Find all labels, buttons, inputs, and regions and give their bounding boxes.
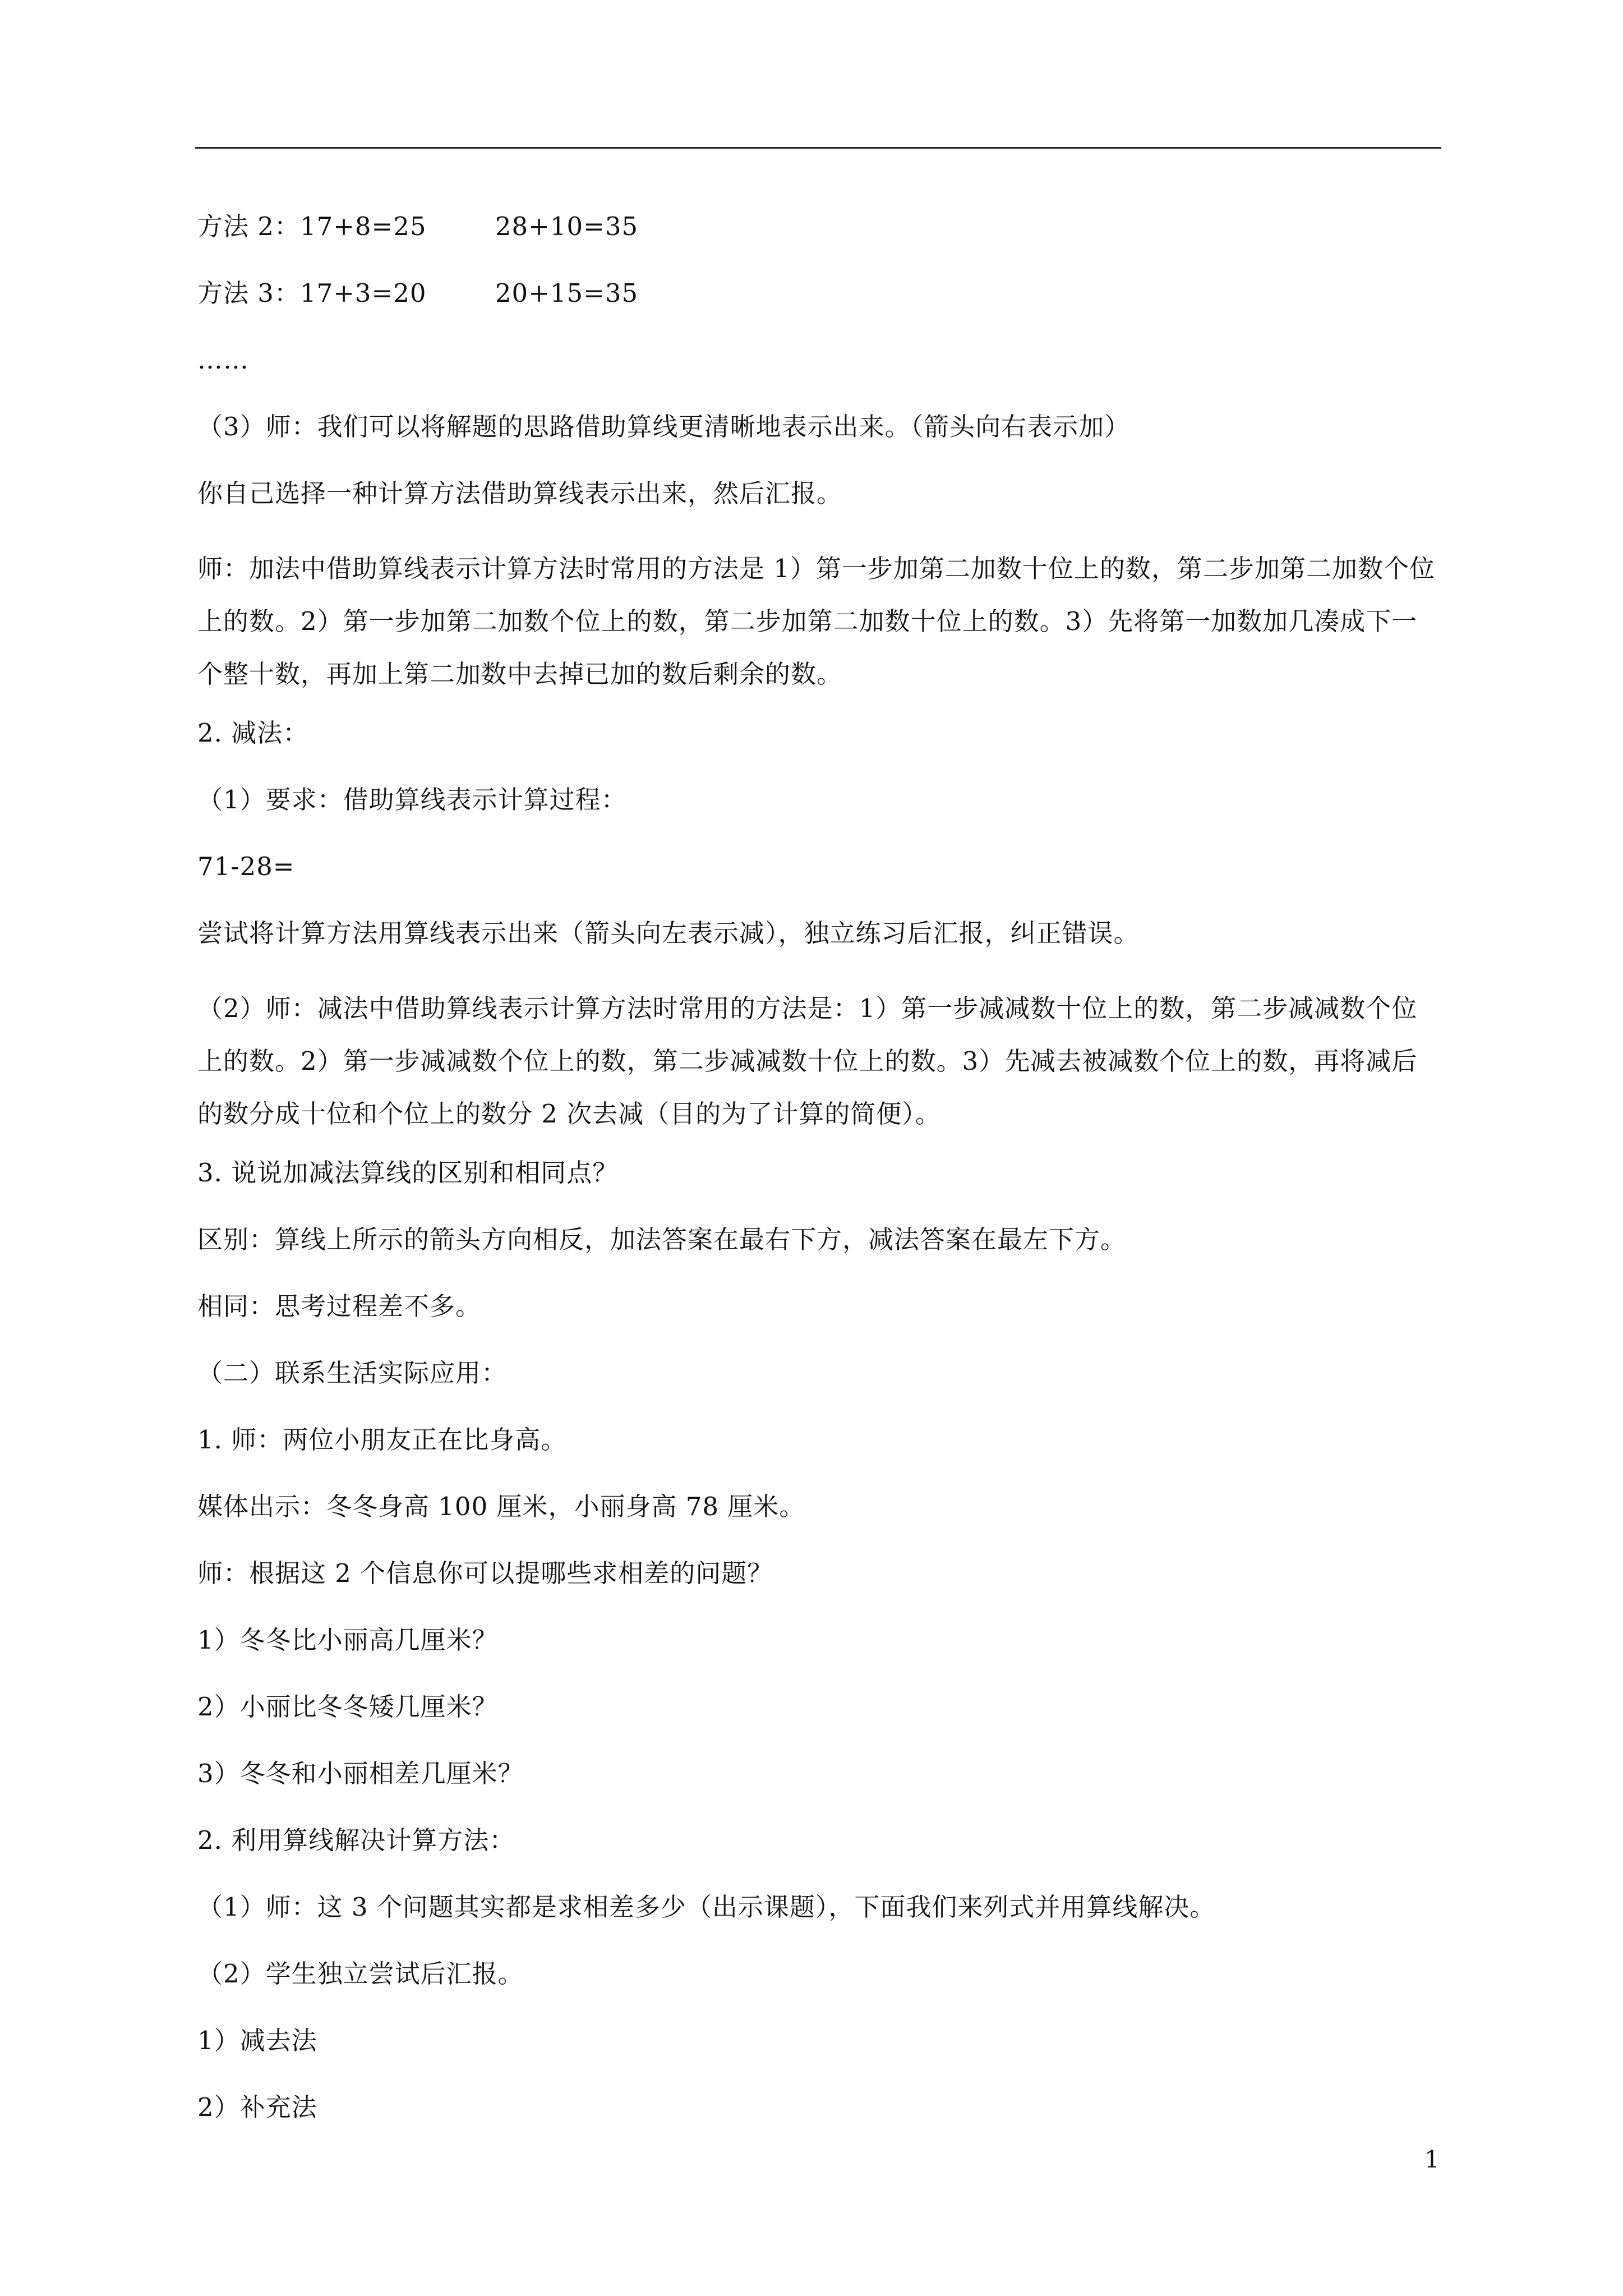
list-item: 3）冬冬和小丽相差几厘米？ bbox=[197, 1759, 524, 1788]
paragraph: （3）师：我们可以将解题的思路借助算线更清晰地表示出来。（箭头向右表示加） bbox=[197, 412, 1131, 441]
paragraph: （2）师：减法中借助算线表示计算方法时常用的方法是：1）第一步减减数十位上的数，第二步减减数个位上的数。2）第一步减减数个位上的数，第二步减减数十位上的数。3）先减去被减数个位上的数，再将减后的数分成十位和个位上的数分 2 次去减（目的为了计算的简便）。 bbox=[197, 993, 1418, 1129]
paragraph: 方法 2：17+8=25 28+10=35 bbox=[197, 211, 639, 241]
list-item: 2）小丽比冬冬矮几厘米？ bbox=[197, 1692, 498, 1722]
header-rule bbox=[195, 147, 1441, 149]
paragraph: （1）师：这 3 个问题其实都是求相差多少（出示课题），下面我们来列式并用算线解决。 bbox=[197, 1892, 1216, 1922]
equation: 71-28= bbox=[197, 852, 295, 881]
list-item: 1）减去法 bbox=[197, 2026, 317, 2055]
list-item: 2）补充法 bbox=[197, 2092, 317, 2122]
paragraph: 师：根据这 2 个信息你可以提哪些求相差的问题？ bbox=[197, 1558, 773, 1588]
paragraph: 尝试将计算方法用算线表示出来（箭头向左表示减），独立练习后汇报，纠正错误。 bbox=[197, 918, 1140, 948]
section-heading: 2. 利用算线解决计算方法： bbox=[197, 1825, 515, 1855]
paragraph: 方法 3：17+3=20 20+15=35 bbox=[197, 278, 639, 308]
paragraph: 师：加法中借助算线表示计算方法时常用的方法是 1）第一步加第二加数十位上的数，第二步加第二加数个位上的数。2）第一步加第二加数个位上的数，第二步加第二加数十位上的数。3）先将第一加数加几凑成下一个整十数，再加上第二加数中去掉已加的数后剩余的数。 bbox=[197, 554, 1435, 689]
section-heading: （二）联系生活实际应用： bbox=[197, 1358, 508, 1388]
paragraph: （1）要求：借助算线表示计算过程： bbox=[197, 785, 627, 815]
paragraph: 1. 师：两位小朋友正在比身高。 bbox=[197, 1425, 567, 1455]
document-body bbox=[197, 209, 1442, 2156]
paragraph: 媒体出示：冬冬身高 100 厘米，小丽身高 78 厘米。 bbox=[197, 1492, 805, 1521]
paragraph: 相同：思考过程差不多。 bbox=[197, 1291, 482, 1321]
section-heading: 2. 减法： bbox=[197, 718, 309, 748]
paragraph: 你自己选择一种计算方法借助算线表示出来，然后汇报。 bbox=[197, 478, 843, 508]
paragraph: （2）学生独立尝试后汇报。 bbox=[197, 1959, 524, 1989]
paragraph: …… bbox=[197, 345, 249, 375]
page-number: 1 bbox=[1424, 2146, 1440, 2173]
list-item: 1）冬冬比小丽高几厘米？ bbox=[197, 1625, 498, 1655]
section-heading: 3. 说说加减法算线的区别和相同点？ bbox=[197, 1158, 619, 1188]
paragraph: 区别：算线上所示的箭头方向相反，加法答案在最右下方，减法答案在最左下方。 bbox=[197, 1225, 1127, 1254]
